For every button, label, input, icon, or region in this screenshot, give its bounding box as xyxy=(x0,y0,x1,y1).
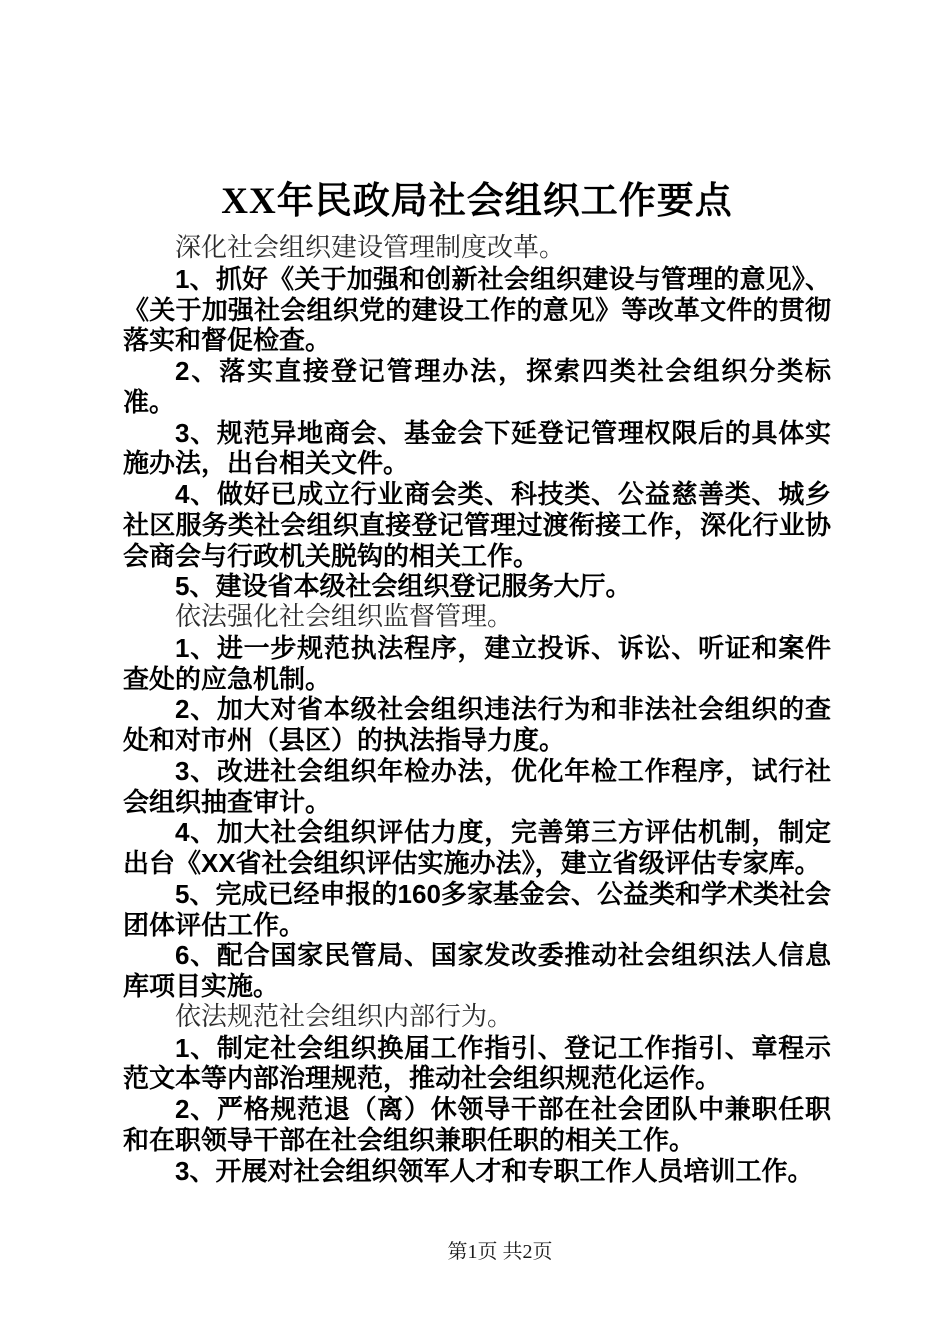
section-2-item-6: 6、配合国家民管局、国家发改委推动社会组织法人信息库项目实施。 xyxy=(123,940,831,1001)
section-3-item-3: 3、开展对社会组织领军人才和专职工作人员培训工作。 xyxy=(175,1155,814,1186)
section-2-item-1: 1、进一步规范执法程序，建立投诉、诉讼、听证和案件查处的应急机制。 xyxy=(123,632,831,694)
section-2-item-5: 5、完成已经申报的160多家基金会、公益类和学术类社会团体评估工作。 xyxy=(123,878,831,940)
section-2-item-2: 2、加大对省本级社会组织违法行为和非法社会组织的查处和对市州（县区）的执法指导力度。 xyxy=(123,694,831,755)
section-3-heading: 依法规范社会组织内部行为。 xyxy=(175,1001,514,1031)
page-number-indicator: 第1页 共2页 xyxy=(447,1241,553,1263)
section-2-heading: 依法强化社会组织监督管理。 xyxy=(175,602,514,631)
section-2-item-3: 3、改进社会组织年检办法，优化年检工作程序，试行社会组织抽查审计。 xyxy=(123,755,831,817)
section-2-item-4: 4、加大社会组织评估力度，完善第三方评估机制，制定出台《XX省社会组织评估实施办法》，建立省级评估专家库。 xyxy=(123,817,831,878)
section-1-item-4: 4、做好已成立行业商会类、科技类、公益慈善类、城乡社区服务类社会组织直接登记管理过渡衔接工作，深化行业协会商会与行政机关脱钩的相关工作。 xyxy=(123,479,831,571)
document-content xyxy=(123,177,831,1186)
section-3-item-2: 2、严格规范退（离）休领导干部在社会团队中兼职任职和在职领导干部在社会组织兼职任职的相关工作。 xyxy=(123,1094,831,1155)
section-1-item-3: 3、规范异地商会、基金会下延登记管理权限后的具体实施办法，出台相关文件。 xyxy=(123,417,831,479)
section-1-item-2: 2、落实直接登记管理办法，探索四类社会组织分类标准。 xyxy=(123,356,831,417)
page-footer xyxy=(0,1241,950,1263)
section-1-item-1: 1、抓好《关于加强和创新社会组织建设与管理的意见》、《关于加强社会组织党的建设工作的意见》等改革文件的贯彻落实和督促检查。 xyxy=(123,263,831,356)
document-title: XX年民政局社会组织工作要点 xyxy=(221,181,733,222)
section-3-item-1: 1、制定社会组织换届工作指引、登记工作指引、章程示范文本等内部治理规范，推动社会组织规范化运作。 xyxy=(123,1032,831,1094)
section-1-heading: 深化社会组织建设管理制度改革。 xyxy=(175,233,566,262)
section-1-item-5: 5、建设省本级社会组织登记服务大厅。 xyxy=(175,571,632,602)
